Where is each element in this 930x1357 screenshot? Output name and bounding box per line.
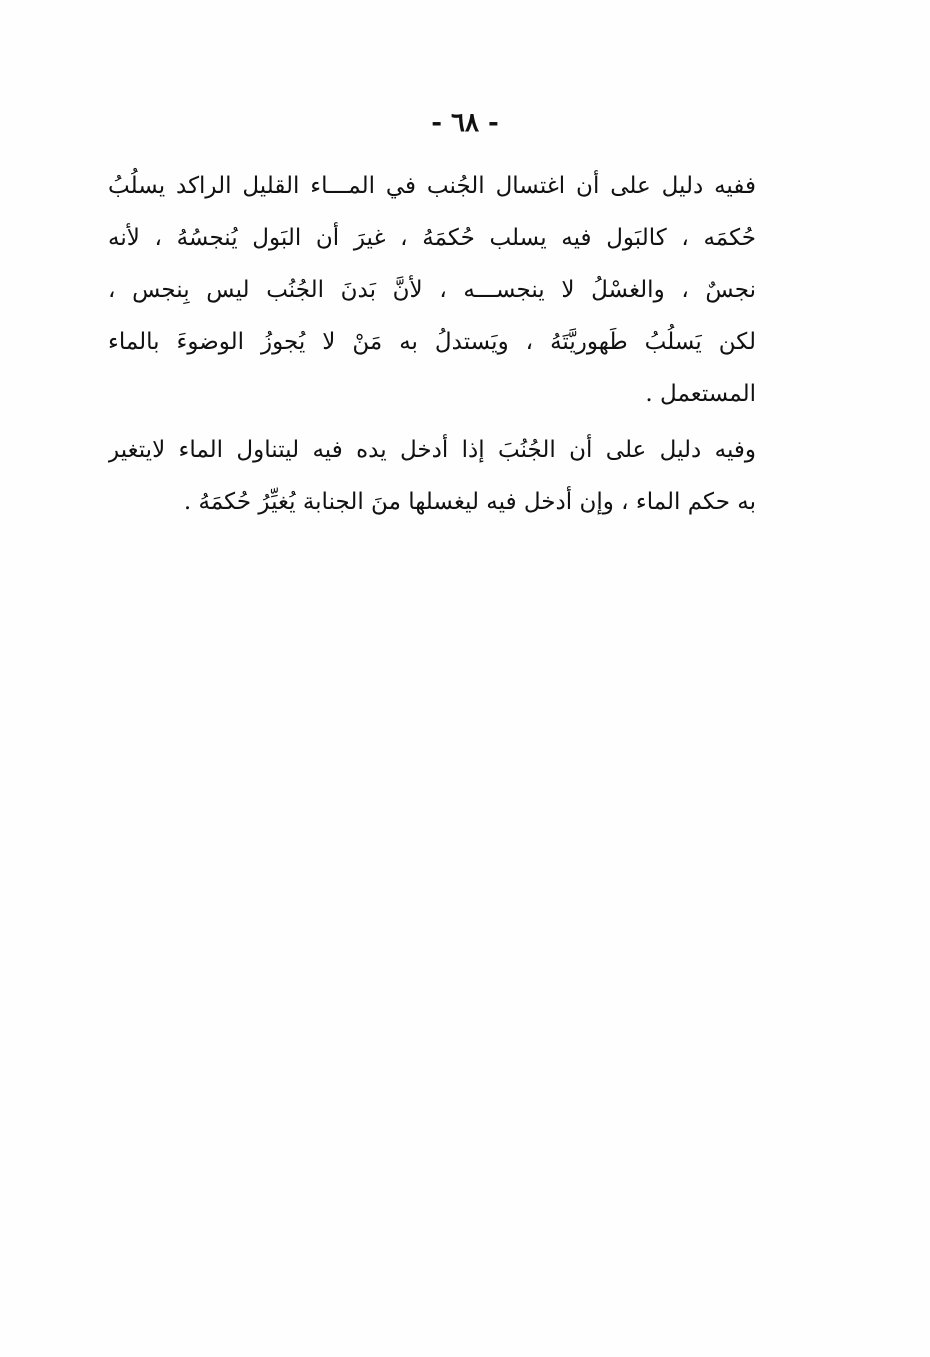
text-line: حُكمَه ، كالبَول فيه يسلب حُكمَهُ ، غيرَ أن البَول يُنجسُهُ ، لأنه — [108, 225, 756, 251]
text-line: المستعمل . — [645, 381, 756, 407]
text-line: لكن يَسلُبُ طَهوريَّتَهُ ، ويَستدلُ به مَنْ لا يُجوزُ الوضوءَ بالماء — [108, 329, 756, 355]
text-line: به حكم الماء ، وإن أدخل فيه ليغسلها منَ الجنابة يُغيِّرُ حُكمَهُ . — [183, 489, 756, 515]
text-line: ففيه دليل على أن اغتسال الجُنب في المـــاء القليل الراكد يسلُبُ — [108, 173, 756, 199]
paragraph-2 — [108, 424, 756, 528]
text-line: وفيه دليل على أن الجُنُبَ إذا أدخل يده فيه ليتناول الماء لايتغير — [108, 437, 756, 463]
paragraph-1 — [108, 160, 756, 420]
text-line: نجسٌ ، والغسْلُ لا ينجســـه ، لأنَّ بَدنَ الجُنُب ليس بِنجس ، — [108, 277, 756, 303]
page-number: - ٦٨ - — [431, 108, 499, 138]
